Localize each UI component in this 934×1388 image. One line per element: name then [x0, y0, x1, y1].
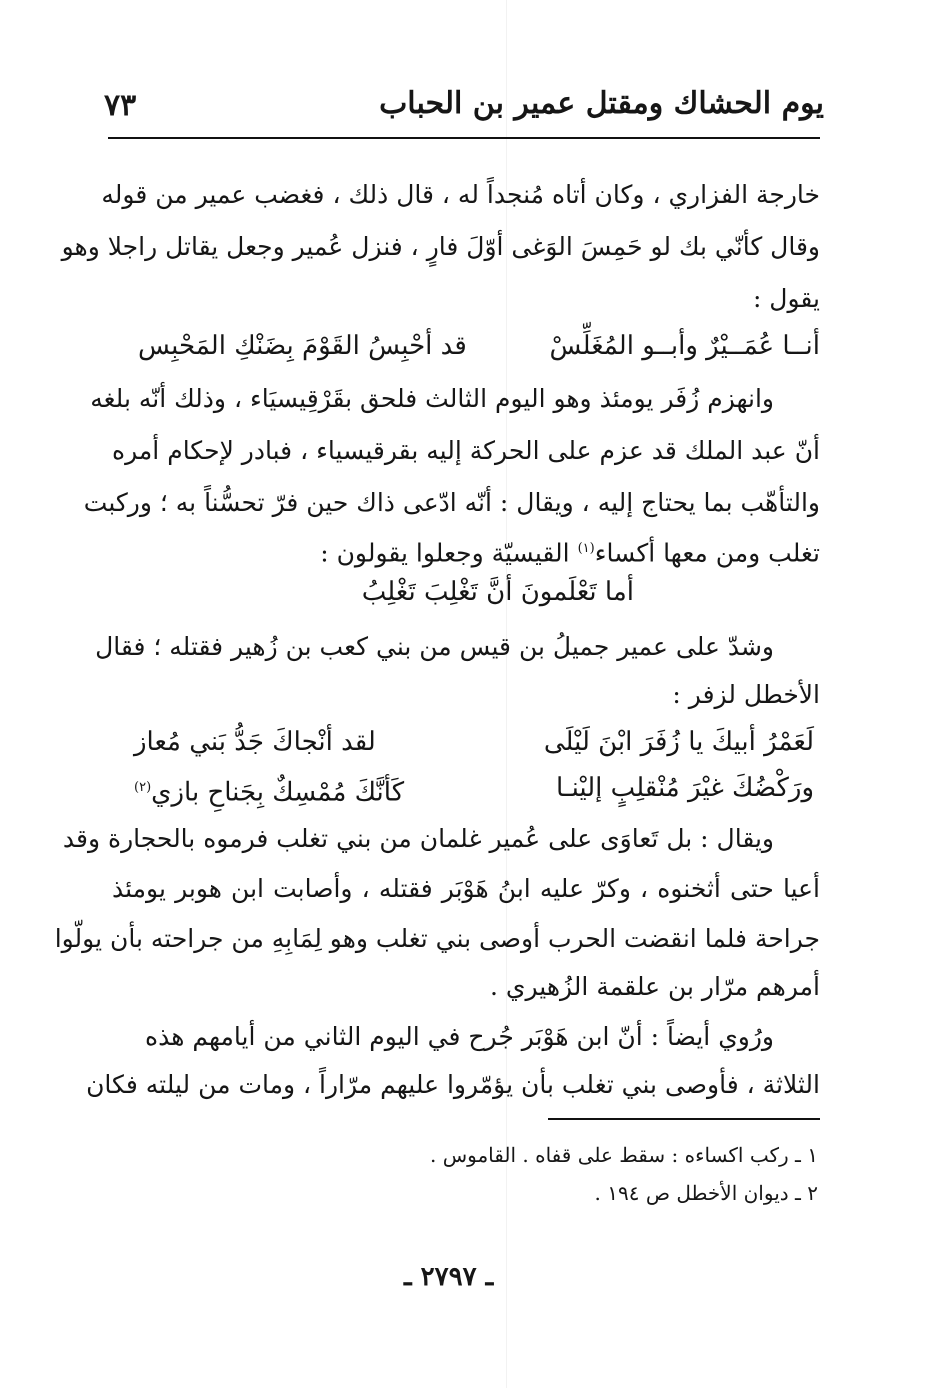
footnote: ١ ـ ركب اكساءه : سقط على قفاه . القاموس . [429, 1143, 818, 1167]
running-header-page-number: ٧٣ [104, 88, 137, 123]
paragraph-line: ورُوي أيضاً : أنّ ابن هَوْبَر جُرح في اليوم الثاني من أيامهم هذه [145, 1022, 774, 1051]
footer-page-marker: ـ ٢٧٩٧ ـ [404, 1262, 494, 1292]
paragraph-line [320, 530, 820, 572]
paragraph-line: أعيا حتى أثخنوه ، وكرّ عليه ابنُ هَوْبَر فقتله ، وأصابت ابن هوبر يومئذ [112, 874, 820, 903]
paragraph-line: والتأهّب بما يحتاج إليه ، ويقال : أنّه ادّعى ذاك حين فرّ تحسُّناً به ؛ وركبت [83, 488, 820, 517]
verse-hemistich-left [134, 768, 404, 813]
paragraph-line: يقول : [752, 284, 820, 313]
footnote-marker: (٢) [134, 780, 152, 795]
running-header-title: يوم الحشاك ومقتل عمير بن الحباب [379, 86, 824, 121]
chant-line: أما تَعْلَمونَ أنَّ تَغْلِبَ تَغْلِبُ [361, 577, 634, 607]
paragraph-line: ويقال : بل تَعاوَى على عُمير غلمان من بني تغلب فرموه بالحجارة وقد [62, 824, 774, 853]
paragraph-line: الأخطل لزفر : [672, 680, 820, 709]
paragraph-line: جراحة فلما انقضت الحرب أوصى بني تغلب وهو لِمَابِهِ من جراحته بأن يولّوا [54, 924, 820, 953]
paragraph-line: وانهزم زُفَر يومئذ وهو اليوم الثالث فلحق بقَرْقِيسيَاء ، وذلك أنّه بلغه [90, 384, 774, 413]
paragraph-text: تغلب ومن معها أكساء [594, 538, 820, 568]
paragraph-line: خارجة الفزاري ، وكان أتاه مُنجداً له ، قال ذلك ، فغضب عمير من قوله [101, 180, 820, 209]
verse-hemistich-right: ورَكْضُكَ غيْرَ مُنْقلِبٍ إليْنـا [556, 773, 814, 803]
paragraph-line: وشدّ على عمير جميلُ بن قيس من بني كعب بن زُهير فقتله ؛ فقال [95, 632, 774, 661]
verse-hemistich-left: قد أحْبِسُ القَوْمَ بِضَنْكِ المَحْبِس [138, 331, 467, 361]
header-rule [108, 137, 820, 139]
footnote: ٢ ـ ديوان الأخطل ص ١٩٤ . [594, 1181, 818, 1205]
verse-text: كَأنَّكَ مُمْسِكٌ بِجَناحِ بازي [151, 777, 405, 808]
footnote-rule [548, 1118, 820, 1120]
paragraph-text: القيسيّة وجعلوا يقولون : [320, 538, 578, 568]
paragraph-line: وقال كأنّي بك لو حَمِسَ الوَغى أوّلَ فارٍ ، فنزل عُمير وجعل يقاتل راجلا وهو [61, 232, 820, 261]
paragraph-line: أمرهم مرّار بن علقمة الزُهيري . [490, 972, 820, 1001]
verse-hemistich-right: أنــا عُمَــيْرٌ وأبــو المُغَلِّسْ [549, 331, 820, 361]
verse-hemistich-right: لَعَمْرُ أبيكَ يا زُفَرَ ابْنَ لَيْلَى [543, 727, 814, 757]
verse-hemistich-left: لقد أنْجاكَ جَدُّ بَني مُعاز [134, 727, 376, 757]
paragraph-line: أنّ عبد الملك قد عزم على الحركة إليه بقرقيسياء ، فبادر لإحكام أمره [112, 436, 820, 465]
paragraph-line: الثلاثة ، فأوصى بني تغلب بأن يؤمّروا عليهم مرّاراً ، ومات من ليلته فكان [86, 1070, 820, 1099]
footnote-marker: (١) [577, 541, 595, 556]
